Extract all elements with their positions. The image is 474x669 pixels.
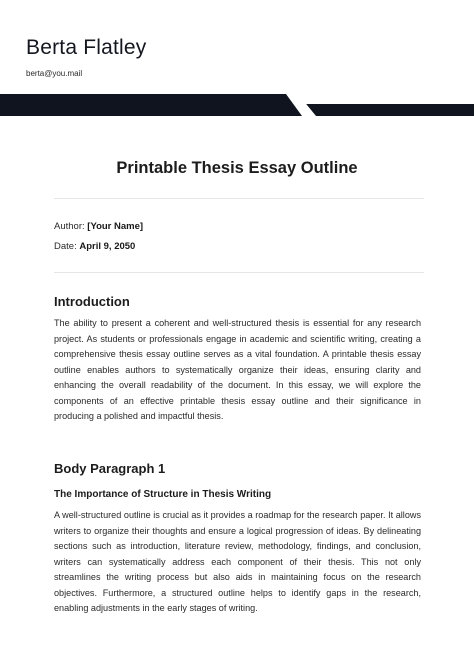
meta-divider (54, 272, 424, 273)
date-value: April 9, 2050 (79, 241, 136, 252)
header-band (0, 94, 474, 116)
author-line (54, 221, 143, 232)
date-label: Date: (54, 241, 77, 252)
author-name: Berta Flatley (26, 36, 147, 59)
body-paragraph-1-text: A well-structured outline is crucial as it provides a roadmap for the research paper. It allows writers to organize their thoughts and ensure a logical progression of ideas. By delineating sections such as introduction, literature review, methodology, findings, and conclusion, writers can systematically address each component of their thesis. This not only streamlines the writing process but also aids in maintaining focus on the research objectives. Furthermore, a structured outline helps to identify gaps in the research, enabling adjustments in the early stages of writing. (54, 510, 421, 613)
introduction-heading: Introduction (54, 294, 130, 309)
author-email: berta@you.mail (26, 69, 83, 78)
body-paragraph-1-heading: Body Paragraph 1 (54, 461, 166, 476)
introduction-paragraph: The ability to present a coherent and well-structured thesis is essential for any research project. As students or professionals engage in academic and scientific writing, creating a comprehensive thesis essay outline serves as a vital foundation. A printable thesis essay outline enables authors to systematically organize their ideas, ensuring clarity and enhancing the overall readability of the document. In this essay, we will explore the components of an effective printable thesis essay outline and their significance in producing a polished and impactful thesis. (54, 318, 421, 421)
title-divider (54, 198, 424, 199)
header-band-left (0, 94, 302, 116)
author-value: [Your Name] (87, 221, 144, 232)
author-label: Author: (54, 221, 85, 232)
document-title: Printable Thesis Essay Outline (116, 159, 358, 177)
date-line (54, 241, 135, 252)
body-paragraph-1-subheading: The Importance of Structure in Thesis Writing (54, 489, 272, 500)
header-band-right-gap (298, 94, 474, 104)
